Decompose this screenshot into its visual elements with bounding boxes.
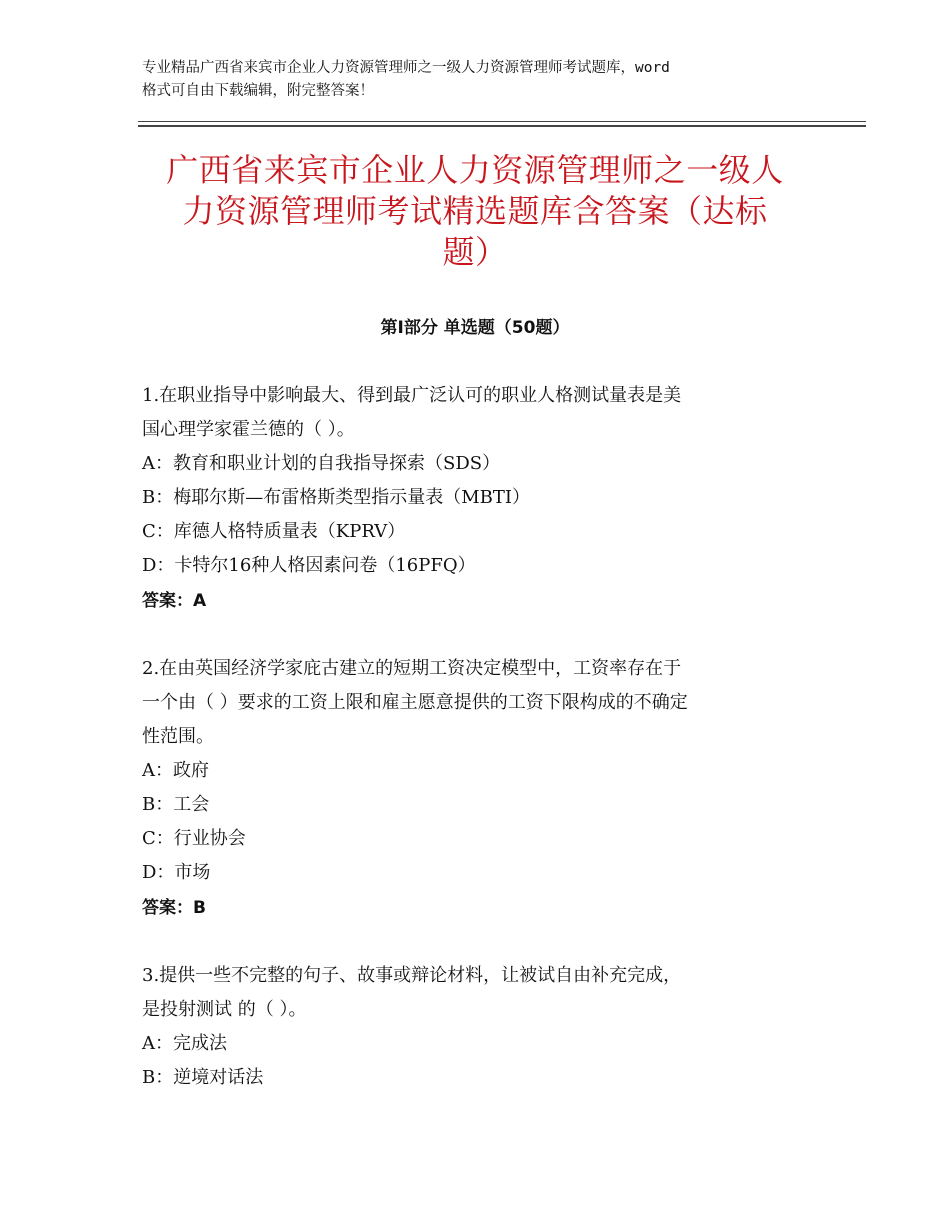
- document-title: [140, 150, 810, 273]
- header-note: [142, 57, 822, 103]
- option-d: D：卡特尔16种人格因素问卷（16PFQ）: [142, 555, 476, 576]
- title-line: 题）: [442, 233, 508, 271]
- header-divider-thick: [138, 125, 866, 127]
- option-c: C：行业协会: [142, 828, 246, 849]
- header-note-line: 格式可自由下载编辑，附完整答案！: [142, 83, 374, 99]
- option-a: A：政府: [142, 760, 209, 781]
- option-b: B：逆境对话法: [142, 1067, 264, 1088]
- question-stem-line: 2.在由英国经济学家庇古建立的短期工资决定模型中，工资率存在于: [142, 658, 682, 679]
- option-b: B：工会: [142, 794, 210, 815]
- option-d: D：市场: [142, 862, 211, 883]
- option-b: B：梅耶尔斯—布雷格斯类型指示量表（MBTI）: [142, 487, 531, 508]
- header-note-line: 专业精品广西省来宾市企业人力资源管理师之一级人力资源管理师考试题库，word: [142, 60, 670, 76]
- question-stem-line: 1.在职业指导中影响最大、得到最广泛认可的职业人格测试量表是美: [142, 385, 682, 406]
- option-a: A：完成法: [142, 1033, 227, 1054]
- title-line: 力资源管理师考试精选题库含答案（达标: [182, 192, 768, 230]
- header-divider-thin: [138, 121, 866, 122]
- answer-label: 答案：A: [142, 591, 207, 611]
- question-stem-line: 国心理学家霍兰德的（ ）。: [142, 419, 355, 440]
- option-a: A：教育和职业计划的自我指导探索（SDS）: [142, 453, 501, 474]
- section-heading: 第Ⅰ部分 单选题（50题）: [380, 318, 570, 338]
- question-stem-line: 是投射测试 的（ ）。: [142, 999, 307, 1020]
- question-stem-line: 一个由（ ）要求的工资上限和雇主愿意提供的工资下限构成的不确定: [142, 692, 688, 713]
- question-stem-line: 性范围。: [142, 726, 214, 747]
- option-c: C：库德人格特质量表（KPRV）: [142, 521, 406, 542]
- title-line: 广西省来宾市企业人力资源管理师之一级人: [166, 151, 784, 189]
- question-stem-line: 3.提供一些不完整的句子、故事或辩论材料，让被试自由补充完成，: [142, 965, 682, 986]
- answer-label: 答案：B: [142, 898, 206, 918]
